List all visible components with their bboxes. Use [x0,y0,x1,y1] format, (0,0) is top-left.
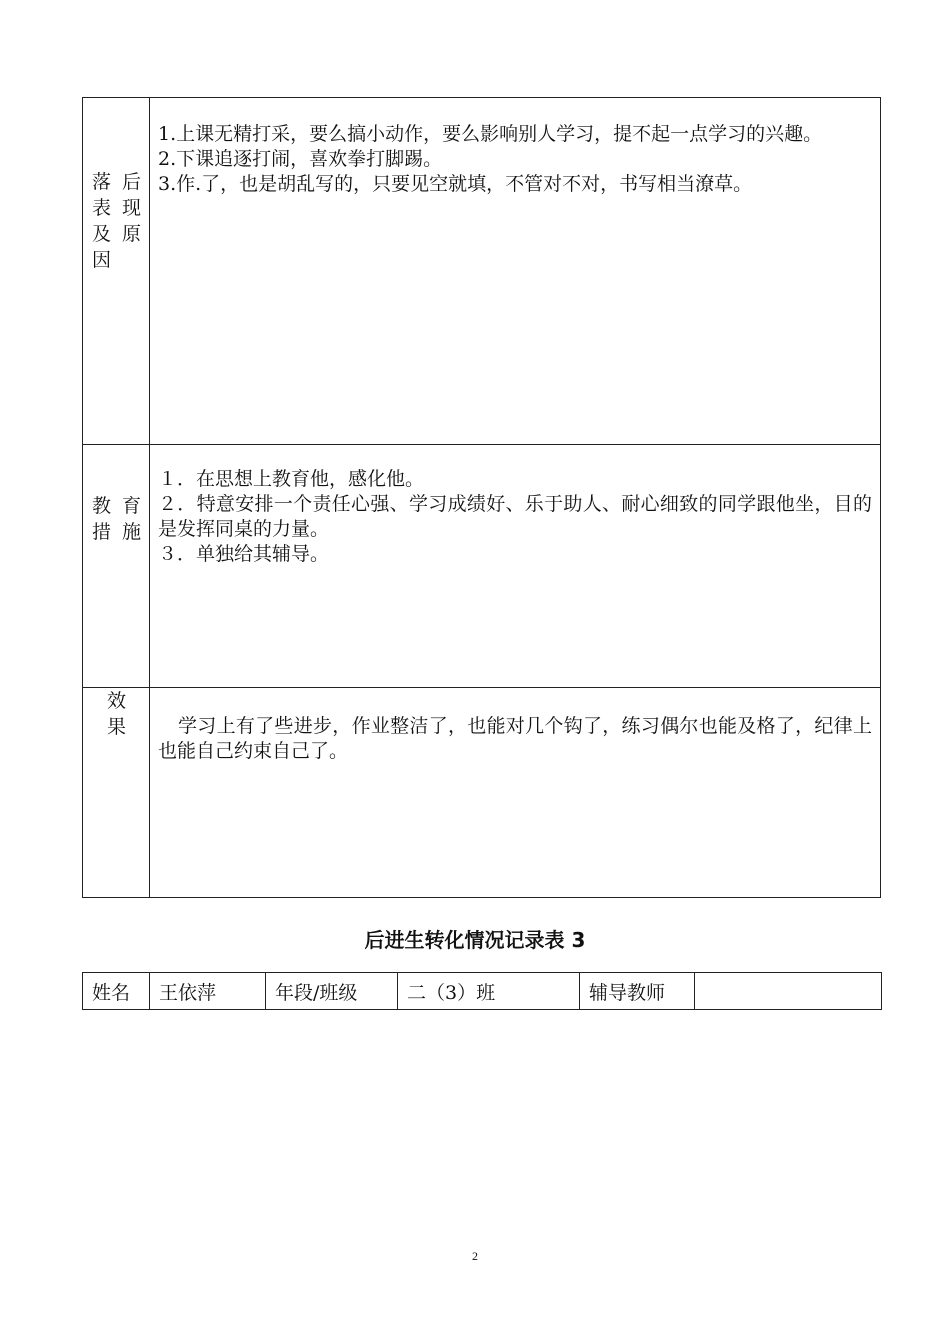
list-item: 3.作.了，也是胡乱写的，只要见空就填，不管对不对，书写相当潦草。 [158,173,753,195]
teacher-label: 辅导教师 [580,973,695,1010]
page-number: 2 [472,1249,478,1263]
list-item: ２．特意安排一个责任心强、学习成绩好、乐于助人、耐心细致的同学跟他坐，目的是发挥同桌的力量。 [158,493,872,540]
teacher-value [695,973,882,1010]
row-content [150,445,881,688]
list-item: ３．单独给其辅导。 [158,543,330,565]
student-info-table [82,972,882,1010]
list-item: 2.下课追逐打闹，喜欢拳打脚踢。 [158,148,443,170]
grade-value: 二（3）班 [398,973,580,1010]
table-row [83,973,882,1010]
label-line: 表 现 [92,197,141,219]
grade-label: 年段/班级 [266,973,398,1010]
list-item: 学习上有了些进步，作业整洁了，也能对几个钩了，练习偶尔也能及格了，纪律上也能自己约束自己了。 [158,715,872,762]
row-content [150,98,881,445]
table-row [83,445,881,688]
row-label [83,98,150,445]
table-row [83,688,881,898]
row-label [83,688,150,898]
label-line: 落 后 [92,171,141,193]
section-title: 后进生转化情况记录表 3 [364,928,586,952]
label-line: 效 [106,690,126,712]
row-label [83,445,150,688]
label-line: 教 育 [92,495,141,517]
name-value: 王依萍 [150,973,266,1010]
label-line: 措施 [92,521,141,543]
list-item: １．在思想上教育他，感化他。 [158,468,425,490]
row-content [150,688,881,898]
record-table [82,97,881,898]
list-item: 1.上课无精打采，要么搞小动作，要么影响别人学习，提不起一点学习的兴趣。 [158,123,823,145]
name-label: 姓名 [83,973,150,1010]
label-line: 及 原 [92,223,141,245]
label-line: 因 [92,249,112,271]
table-row [83,98,881,445]
label-line: 果 [106,716,126,738]
